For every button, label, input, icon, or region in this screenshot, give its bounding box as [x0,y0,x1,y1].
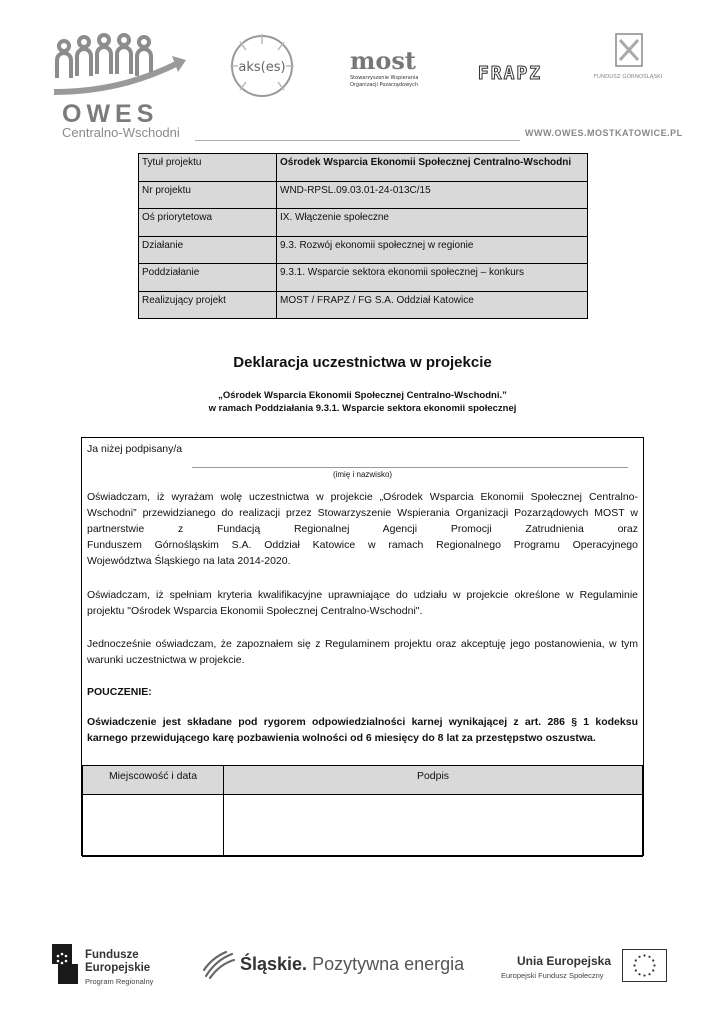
name-caption: (imię i nazwisko) [332,470,393,479]
fg-label: FUNDUSZ GÓRNOŚLĄSKI [593,74,663,80]
place-date-field[interactable] [83,795,224,857]
p1-line-2: Wschodni” przewidzianego do realizacji przez Stowarzyszenie Wspierania Organizacji Pozarządowych MOST w [87,507,638,519]
declaration-box [81,437,644,856]
most-sub2: Organizacji Pozarządowych [350,82,419,88]
header-divider [195,140,520,141]
fe-text-fundusze: Fundusze [85,949,139,961]
priority-axis-value: IX. Włączenie społeczne [277,209,588,237]
subaction-label: Poddziałanie [139,264,277,292]
table-row [139,154,588,182]
slaskie-slogan [240,954,464,975]
eu-flag-icon [622,949,667,982]
table-row [139,181,588,209]
declaration-paragraph-1 [87,489,638,569]
p1-line-3: partnerstwie z Fundacją Regionalnej Agencji Promocji Zatrudnienia oraz [87,523,638,535]
owes-subtitle: Centralno-Wschodni [62,125,180,140]
place-date-header: Miejscowość i data [83,766,224,795]
slaskie-rest: Pozytywna energia [307,954,465,974]
action-value: 9.3. Rozwój ekonomii społecznej w regionie [277,236,588,264]
document-subtitle-project: „Ośrodek Wsparcia Ekonomii Społecznej Centralno-Wschodni.” [218,390,507,401]
declaration-paragraph-3: Jednocześnie oświadczam, że zapoznałem się z Regulaminem projektu oraz akceptuję jego postanowienia, w tym warunki uczestnictwa w projekcie. [87,638,638,666]
name-input-line[interactable] [192,467,628,468]
slaskie-logo-icon [202,950,236,980]
p1-line-1: Oświadczam, iż wyrażam wolę uczestnictwa w projekcie „Ośrodek Wsparcia Ekonomii Społecznej Centralno- [87,491,638,503]
frapz-logo-icon [460,62,560,84]
fundusz-gornoslaski-logo-icon [593,32,663,94]
table-row [139,209,588,237]
most-logo-icon [350,45,430,90]
declaration-paragraph-2: Oświadczam, iż spełniam kryteria kwalifikacyjne uprawniające do udziału w projekcie określone w Regulaminie projektu "Ośrodek Wsparcia Ekonomii Społecznej Centralno-Wschodni". [87,589,638,617]
signature-field[interactable] [224,795,643,857]
table-row [83,795,643,857]
website-url: WWW.OWES.MOSTKATOWICE.PL [525,128,683,138]
project-number-label: Nr projektu [139,181,277,209]
implementer-value: MOST / FRAPZ / FG S.A. Oddział Katowice [277,291,588,319]
notice-text: Oświadczenie jest składane pod rygorem odpowiedzialności karnej wynikającej z art. 286 § 1 kodeksu karnego przewidującego karę pozbawienia wolności od 6 miesięcy do 8 lat za przestępstwo oszustwa. [87,716,638,744]
fundusze-europejskie-logo-icon [50,942,80,986]
intro-text: Ja niżej podpisany/a [87,443,183,455]
eu-title: Unia Europejska [517,954,612,968]
project-title-value: Ośrodek Wsparcia Ekonomii Społecznej Centralno-Wschodni [277,154,588,182]
subaction-value: 9.3.1. Wsparcie sektora ekonomii społecznej – konkurs [277,264,588,292]
document-title: Deklaracja uczestnictwa w projekcie [233,354,492,371]
project-title-label: Tytuł projektu [139,154,277,182]
document-subtitle-subaction: w ramach Poddziałania 9.3.1. Wsparcie sektora ekonomii społecznej [208,403,517,414]
signature-header: Podpis [224,766,643,795]
akses-logo-icon [222,30,302,102]
implementer-label: Realizujący projekt [139,291,277,319]
fe-text-program: Program Regionalny [85,977,154,986]
table-row [139,291,588,319]
table-row [139,264,588,292]
action-label: Działanie [139,236,277,264]
table-row [139,236,588,264]
slaskie-bold: Śląskie. [240,954,308,974]
eu-fund: Europejski Fundusz Społeczny [501,971,604,980]
most-sub1: Stowarzyszenie Wspierania [350,75,419,81]
project-number-value: WND-RPSL.09.03.01-24-013C/15 [277,181,588,209]
p1-line-4: Funduszem Górnośląskim S.A. Oddział Katowice w ramach Regionalnego Programu Operacyjnego [87,539,638,551]
p1-line-5: Województwa Śląskiego na lata 2014-2020. [87,555,291,567]
akses-label: aks(es) [238,60,286,75]
most-label: most [350,46,416,75]
fe-text-europejskie: Europejskie [85,962,151,974]
owes-title: OWES [62,100,159,128]
priority-axis-label: Oś priorytetowa [139,209,277,237]
signature-table [82,765,643,857]
notice-heading: POUCZENIE: [87,686,152,698]
project-info-table [138,153,588,319]
frapz-label: FRAPZ [477,63,543,84]
table-row [83,766,643,795]
